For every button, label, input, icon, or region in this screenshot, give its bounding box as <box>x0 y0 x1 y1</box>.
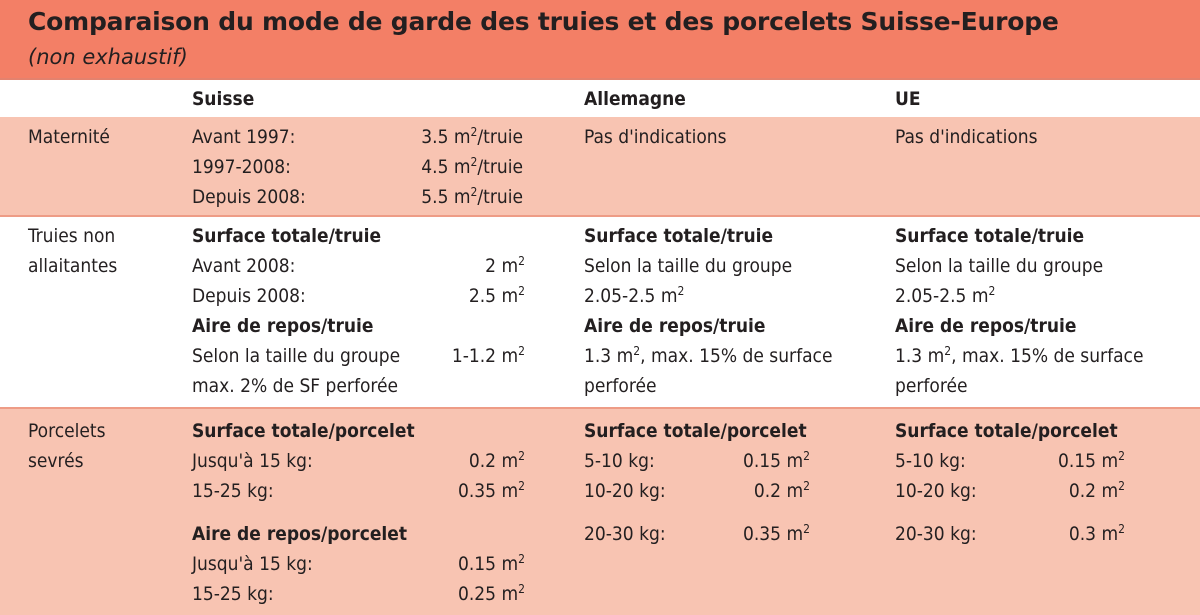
truies-ue-surface-heading: Surface totale/truie <box>895 225 1085 247</box>
truies-suisse-depuis-label: Depuis 2008: <box>192 285 306 307</box>
porcelets-allemagne-value: 0.35 $m^2$ <box>742 522 810 545</box>
truies-ue-line4: perforée <box>895 375 968 397</box>
row-label-porcelets-line2: sevrés <box>28 450 84 472</box>
maternite-suisse-value: 4.5 $m^2$/truie <box>421 155 523 178</box>
table-title: Comparaison du mode de garde des truies et des porcelets Suisse-Europe <box>28 7 1059 36</box>
column-header-allemagne: Allemagne <box>584 88 686 110</box>
row-label-truies-line2: allaitantes <box>28 255 118 277</box>
truies-suisse-avant-value: 2 $m^2$ <box>485 254 525 277</box>
table-subtitle: (non exhaustif) <box>28 45 188 69</box>
truies-suisse-avant-label: Avant 2008: <box>192 255 296 277</box>
porcelets-allemagne-value: 0.2 $m^2$ <box>753 479 810 502</box>
porcelets-suisse-surface-value: 0.35 $m^2$ <box>457 479 525 502</box>
porcelets-allemagne-label: 20-30 kg: <box>584 523 666 545</box>
truies-allemagne-surface-heading: Surface totale/truie <box>584 225 774 247</box>
porcelets-suisse-repos-label: Jusqu'à 15 kg: <box>192 553 313 575</box>
porcelets-ue-label: 10-20 kg: <box>895 480 977 502</box>
maternite-suisse-period: Depuis 2008: <box>192 186 306 208</box>
maternite-suisse-period: 1997-2008: <box>192 156 291 178</box>
porcelets-ue-value: 0.3 $m^2$ <box>1068 522 1125 545</box>
porcelets-suisse-repos-heading: Aire de repos/porcelet <box>192 523 408 545</box>
row-label-porcelets-line1: Porcelets <box>28 420 106 442</box>
truies-allemagne-line4: perforée <box>584 375 657 397</box>
porcelets-ue-value: 0.15 $m^2$ <box>1057 449 1125 472</box>
porcelets-suisse-surface-label: 15-25 kg: <box>192 480 274 502</box>
porcelets-suisse-surface-heading: Surface totale/porcelet <box>192 420 415 442</box>
porcelets-suisse-surface-value: 0.2 $m^2$ <box>468 449 525 472</box>
maternite-suisse-value: 3.5 $m^2$/truie <box>421 125 523 148</box>
column-header-ue: UE <box>895 88 921 110</box>
porcelets-allemagne-label: 10-20 kg: <box>584 480 666 502</box>
truies-allemagne-line1: Selon la taille du groupe <box>584 255 793 277</box>
maternite-allemagne-text: Pas d'indications <box>584 126 727 148</box>
porcelets-ue-value: 0.2 $m^2$ <box>1068 479 1125 502</box>
porcelets-suisse-repos-label: 15-25 kg: <box>192 583 274 605</box>
truies-suisse-depuis-value: 2.5 $m^2$ <box>468 284 525 307</box>
porcelets-allemagne-label: 5-10 kg: <box>584 450 655 472</box>
porcelets-suisse-repos-value: 0.25 $m^2$ <box>457 582 525 605</box>
truies-suisse-repos-label: Selon la taille du groupe <box>192 345 401 367</box>
truies-ue-line2: 2.05-2.5 $m^2$ <box>895 284 996 307</box>
truies-ue-repos-heading: Aire de repos/truie <box>895 315 1077 337</box>
porcelets-ue-label: 20-30 kg: <box>895 523 977 545</box>
row-label-truies-line1: Truies non <box>28 225 116 247</box>
truies-suisse-repos-heading: Aire de repos/truie <box>192 315 374 337</box>
maternite-ue-text: Pas d'indications <box>895 126 1038 148</box>
porcelets-suisse-surface-label: Jusqu'à 15 kg: <box>192 450 313 472</box>
row-label-maternite: Maternité <box>28 126 110 148</box>
truies-suisse-surface-heading: Surface totale/truie <box>192 225 382 247</box>
truies-suisse-perforee: max. 2% de SF perforée <box>192 375 399 397</box>
porcelets-suisse-repos-value: 0.15 $m^2$ <box>457 552 525 575</box>
maternite-suisse-value: 5.5 $m^2$/truie <box>421 185 523 208</box>
table-header-banner <box>0 0 1200 80</box>
truies-suisse-repos-value: 1-1.2 $m^2$ <box>451 344 525 367</box>
row-divider <box>0 215 1200 217</box>
truies-allemagne-line3: 1.3 $m^2$, max. 15% de surface <box>584 344 833 367</box>
truies-allemagne-line2: 2.05-2.5 $m^2$ <box>584 284 685 307</box>
truies-ue-line3: 1.3 $m^2$, max. 15% de surface <box>895 344 1144 367</box>
porcelets-allemagne-value: 0.15 $m^2$ <box>742 449 810 472</box>
column-header-suisse: Suisse <box>192 88 255 110</box>
truies-ue-line1: Selon la taille du groupe <box>895 255 1104 277</box>
maternite-suisse-period: Avant 1997: <box>192 126 296 148</box>
truies-allemagne-repos-heading: Aire de repos/truie <box>584 315 766 337</box>
porcelets-ue-surface-heading: Surface totale/porcelet <box>895 420 1118 442</box>
porcelets-allemagne-surface-heading: Surface totale/porcelet <box>584 420 807 442</box>
porcelets-ue-label: 5-10 kg: <box>895 450 966 472</box>
